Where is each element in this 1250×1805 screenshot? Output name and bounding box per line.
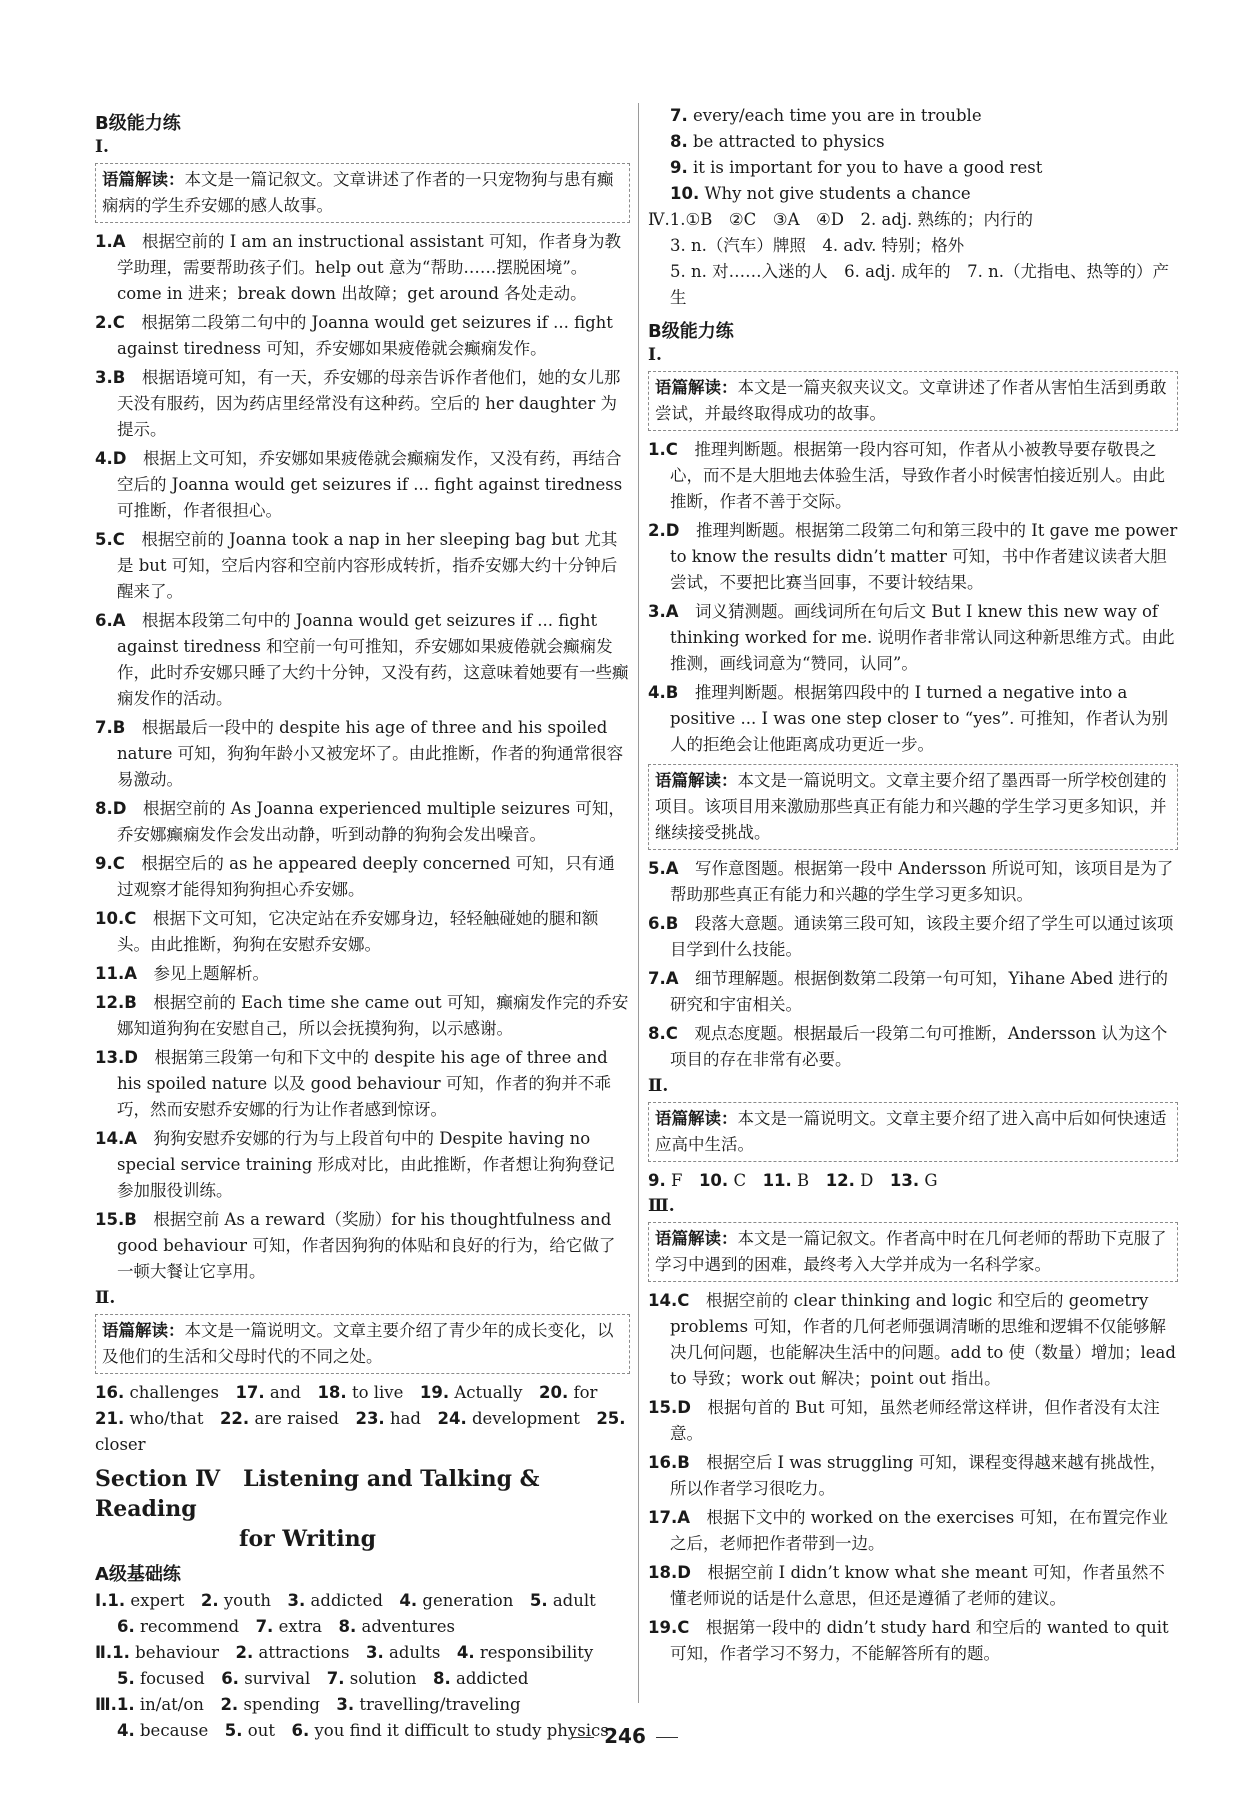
answer-number: 12. xyxy=(825,1171,855,1190)
answer-number: 6.A xyxy=(95,611,126,630)
passage-summary-label: 语篇解读： xyxy=(655,771,738,790)
answer-item xyxy=(95,1045,630,1123)
answer-row xyxy=(648,155,1178,181)
answer-explanation: 推理判断题。根据第二段第二句和第三段中的 It gave me power to know the results didn’t matter 可知，书中作者建议读者大胆尝试，不要把比赛当回事，不要计较结果。 xyxy=(670,521,1178,592)
answer-list xyxy=(648,856,1178,1073)
answer-value: travelling/traveling xyxy=(359,1695,521,1714)
answer-number: 24. xyxy=(437,1409,467,1428)
answer-number: 25. xyxy=(596,1409,626,1428)
answer-number: 6. xyxy=(221,1669,239,1688)
answer-row xyxy=(95,1406,630,1458)
answer-explanation: 根据下文中的 worked on the exercises 可知，在布置完作业之后，老师把作者带到一边。 xyxy=(670,1508,1169,1553)
answer-value: C xyxy=(733,1171,747,1190)
vocab-row xyxy=(95,1692,630,1718)
answer-explanation: 根据第一段中的 didn’t study hard 和空后的 wanted to quit 可知，作者学习不努力，不能解答所有的题。 xyxy=(670,1618,1169,1663)
answer-explanation: 根据本段第二句中的 Joanna would get seizures if ... fight against tiredness 和空前一句可推知，乔安娜如果疲倦就会癫痫发作，此时乔安娜只睡了大约十分钟，又没有药，这意味着她要有一些癫痫发作的活动。 xyxy=(117,611,629,708)
part-roman: Ⅱ. xyxy=(95,1643,113,1662)
vocab-row xyxy=(95,1666,630,1692)
answer-item xyxy=(648,1395,1178,1447)
answer-explanation: 根据第三段第一句和下文中的 despite his age of three and his spoiled nature 以及 good behaviour 可知，作者的狗并不乖巧，然而安慰乔安娜的行为让作者感到惊讶。 xyxy=(117,1048,611,1119)
passage-summary-box xyxy=(95,1314,630,1374)
answer-explanation: 根据空前的 Each time she came out 可知，癫痫发作完的乔安娜知道狗狗在安慰自己，所以会抚摸狗狗，以示感谢。 xyxy=(117,993,629,1038)
answer-value: be attracted to physics xyxy=(693,132,885,151)
answer-item xyxy=(95,446,630,524)
answer-number: 13.D xyxy=(95,1048,138,1067)
answer-item xyxy=(648,1450,1178,1502)
answer-item xyxy=(648,1615,1178,1667)
answer-explanation: 根据语境可知，有一天，乔安娜的母亲告诉作者他们，她的女儿那天没有服药，因为药店里经常没有这种药。空后的 her daughter 为提示。 xyxy=(117,368,621,439)
answer-item xyxy=(95,1126,630,1204)
answer-number: 2.C xyxy=(95,313,125,332)
answer-explanation: 根据空后 I was struggling 可知，课程变得越来越有挑战性，所以作者学习很吃力。 xyxy=(670,1453,1167,1498)
answer-value: solution xyxy=(349,1669,417,1688)
answer-item xyxy=(95,1207,630,1285)
answer-number: 5.A xyxy=(648,859,679,878)
answer-explanation: 细节理解题。根据倒数第二段第一句可知，Yihane Abed 进行的研究和宇宙相关。 xyxy=(670,969,1169,1014)
answer-number: 8. xyxy=(433,1669,451,1688)
section-heading xyxy=(95,1464,630,1554)
answer-explanation: 写作意图题。根据第一段中 Andersson 所说可知，该项目是为了帮助那些真正有能力和兴趣的学生学习更多知识。 xyxy=(670,859,1174,904)
answer-number: 8. xyxy=(670,132,688,151)
passage-summary-box xyxy=(95,163,630,223)
answer-number: 17.A xyxy=(648,1508,690,1527)
answer-number: 3. xyxy=(336,1695,355,1714)
answer-value: Why not give students a chance xyxy=(704,184,971,203)
answer-value: adventures xyxy=(361,1617,456,1636)
passage-summary-text: 本文是一篇记叙文。作者高中时在几何老师的帮助下克服了学习中遇到的困难，最终考入大学并成为一名科学家。 xyxy=(655,1229,1167,1274)
answer-number: 17. xyxy=(235,1383,265,1402)
answer-explanation: 根据空前 I didn’t know what she meant 可知，作者虽然不懂老师说的话是什么意思，但还是遵循了老师的建议。 xyxy=(670,1563,1165,1608)
answer-number: 8.C xyxy=(648,1024,678,1043)
answer-row xyxy=(95,1380,630,1406)
heading-level-b: B级能力练 xyxy=(648,321,734,342)
answer-explanation: 根据空前的 As Joanna experienced multiple seizures 可知，乔安娜癫痫发作会发出动静，听到动静的狗狗会发出噪音。 xyxy=(117,799,625,844)
answer-number: 9.C xyxy=(95,854,125,873)
answer-item xyxy=(648,680,1178,758)
part-iv-line: Ⅳ.1.①B ②C ③A ④D 2. adj. 熟练的；内行的 xyxy=(648,210,1034,229)
answer-number: 3. xyxy=(287,1591,306,1610)
answer-number: 16.B xyxy=(648,1453,690,1472)
answer-item xyxy=(648,1560,1178,1612)
answer-value: you find it difficult to study physics xyxy=(314,1721,609,1740)
answer-value: focused xyxy=(140,1669,205,1688)
answer-value: in/at/on xyxy=(139,1695,204,1714)
answer-item xyxy=(95,906,630,958)
answer-number: 12.B xyxy=(95,993,137,1012)
answer-value: B xyxy=(797,1171,810,1190)
answer-value: who/that xyxy=(129,1409,204,1428)
answer-row xyxy=(648,129,1178,155)
answer-number: 16. xyxy=(95,1383,125,1402)
answer-number: 8.D xyxy=(95,799,127,818)
answer-value: D xyxy=(860,1171,874,1190)
answer-explanation: 根据句首的 But 可知，虽然老师经常这样讲，但作者没有太注意。 xyxy=(670,1398,1160,1443)
answer-explanation: 狗狗安慰乔安娜的行为与上段首句中的 Despite having no special service training 形成对比，由此推断，作者想让狗狗登记参加服役训练。 xyxy=(117,1129,615,1200)
part-roman-1: Ⅰ. xyxy=(648,345,662,365)
part-roman: Ⅰ. xyxy=(95,1591,108,1610)
answer-number: 6. xyxy=(117,1617,135,1636)
answer-number: 2.D xyxy=(648,521,680,540)
answer-row xyxy=(648,1168,1178,1194)
answer-value: responsibility xyxy=(479,1643,594,1662)
part-roman: Ⅲ. xyxy=(95,1695,117,1714)
answer-value: extra xyxy=(278,1617,323,1636)
answer-number: 2. xyxy=(220,1695,239,1714)
answer-number: 2. xyxy=(235,1643,254,1662)
answer-item xyxy=(95,365,630,443)
answer-value: Actually xyxy=(454,1383,523,1402)
answer-number: 13. xyxy=(889,1171,920,1190)
answer-number: 15.D xyxy=(648,1398,691,1417)
answer-explanation: 根据空前 As a reward（奖励）for his thoughtfulness and good behaviour 可知，作者因狗狗的体贴和良好的行为，给它做了一顿大餐让它享用。 xyxy=(117,1210,616,1281)
answer-grid xyxy=(648,1168,1178,1194)
answer-number: 11.A xyxy=(95,964,137,983)
answer-number: 10.C xyxy=(95,909,137,928)
part-iv-line: 5. n. 对……入迷的人 6. adj. 成年的 7. n.（尤指电、热等的）产生 xyxy=(670,262,1169,307)
answer-number: 6.B xyxy=(648,914,679,933)
answer-number: 9. xyxy=(648,1171,666,1190)
answer-value: for xyxy=(573,1383,598,1402)
section-label: Section Ⅳ xyxy=(95,1466,221,1492)
answer-item xyxy=(95,527,630,605)
answer-number: 7. xyxy=(670,106,688,125)
answer-item xyxy=(648,1021,1178,1073)
answer-value: adult xyxy=(552,1591,596,1610)
answer-value: behaviour xyxy=(135,1643,219,1662)
answer-explanation: 根据空前的 I am an instructional assistant 可知，作者身为教学助理，需要帮助孩子们。help out 意为“帮助……摆脱困境”。come in 进来；break down 出故障；get around 各处走动。 xyxy=(117,232,622,303)
passage-summary-box xyxy=(648,764,1178,850)
answer-explanation: 根据空前的 clear thinking and logic 和空后的 geometry problems 可知，作者的几何老师强调清晰的思维和逻辑不仅能够解决几何问题，也能解决生活中的问题。add to 使（数量）增加；lead to 导致；work out 解决；point out 指出。 xyxy=(670,1291,1176,1388)
passage-summary-text: 本文是一篇说明文。文章主要介绍了墨西哥一所学校创建的项目。该项目用来激励那些真正有能力和兴趣的学生学习更多知识，并继续接受挑战。 xyxy=(655,771,1167,842)
answer-number: 18. xyxy=(317,1383,347,1402)
answer-item xyxy=(648,966,1178,1018)
answer-value: generation xyxy=(422,1591,514,1610)
answer-number: 7.A xyxy=(648,969,679,988)
answer-value: it is important for you to have a good rest xyxy=(693,158,1043,177)
heading-level-b: B级能力练 xyxy=(95,113,181,134)
passage-summary-label: 语篇解读： xyxy=(655,378,738,397)
answer-number: 10. xyxy=(698,1171,729,1190)
answer-explanation: 根据最后一段中的 despite his age of three and his spoiled nature 可知，狗狗年龄小又被宠坏了。由此推断，作者的狗通常很容易激动。 xyxy=(117,718,624,789)
column-divider xyxy=(638,103,639,1703)
page-number: 246 xyxy=(0,1724,1250,1748)
answer-grid xyxy=(95,1380,630,1458)
answer-value: youth xyxy=(223,1591,271,1610)
answer-number: 21. xyxy=(95,1409,125,1428)
answer-number: 20. xyxy=(539,1383,569,1402)
answer-explanation: 根据下文可知，它决定站在乔安娜身边，轻轻触碰她的腿和额头。由此推断，狗狗在安慰乔安娜。 xyxy=(117,909,599,954)
passage-summary-label: 语篇解读： xyxy=(655,1109,738,1128)
answer-value: survival xyxy=(244,1669,311,1688)
answer-number: 10. xyxy=(670,184,700,203)
answer-value: attractions xyxy=(258,1643,350,1662)
answer-number: 14.A xyxy=(95,1129,137,1148)
vocab-row xyxy=(95,1614,630,1640)
answer-item xyxy=(95,990,630,1042)
answer-value: adults xyxy=(388,1643,441,1662)
answer-number: 15.B xyxy=(95,1210,137,1229)
answer-number: 3.A xyxy=(648,602,679,621)
answer-row xyxy=(648,181,1178,207)
answer-row xyxy=(648,103,1178,129)
answer-number: 4. xyxy=(117,1721,135,1740)
vocab-answers xyxy=(95,1588,630,1744)
part-roman-2: Ⅱ. xyxy=(95,1288,116,1308)
answer-value: are raised xyxy=(254,1409,339,1428)
answer-number: 1.C xyxy=(648,440,678,459)
answer-explanation: 根据第二段第二句中的 Joanna would get seizures if ... fight against tiredness 可知，乔安娜如果疲倦就会癫痫发作。 xyxy=(117,313,613,358)
answer-explanation: 推理判断题。根据第四段中的 I turned a negative into a positive ... I was one step closer to “yes”. 可推知，作者认为别人的拒绝会让他距离成功更近一步。 xyxy=(670,683,1169,754)
answer-number: 14.C xyxy=(648,1291,690,1310)
answer-item xyxy=(648,1505,1178,1557)
answer-item xyxy=(648,911,1178,963)
answer-value: spending xyxy=(243,1695,320,1714)
part-roman-1: Ⅰ. xyxy=(95,137,109,157)
answer-number: 5. xyxy=(529,1591,548,1610)
answer-item xyxy=(648,518,1178,596)
answer-number: 1. xyxy=(116,1695,135,1714)
answer-number: 6. xyxy=(291,1721,310,1740)
answer-number: 3.B xyxy=(95,368,126,387)
answer-number: 18.D xyxy=(648,1563,691,1582)
answer-number: 4.D xyxy=(95,449,127,468)
section-title-line-1: Listening and Talking & Reading xyxy=(95,1466,540,1522)
answer-number: 8. xyxy=(338,1617,357,1636)
answer-item xyxy=(648,1288,1178,1392)
passage-summary-text: 本文是一篇说明文。文章主要介绍了青少年的成长变化，以及他们的生活和父母时代的不同之处。 xyxy=(102,1321,614,1366)
answer-item xyxy=(95,229,630,307)
answer-value: recommend xyxy=(140,1617,240,1636)
answer-value: F xyxy=(671,1171,683,1190)
answer-number: 5. xyxy=(117,1669,135,1688)
passage-summary-box xyxy=(648,1102,1178,1162)
answer-item xyxy=(95,796,630,848)
answer-value: every/each time you are in trouble xyxy=(693,106,982,125)
answer-list xyxy=(95,229,630,1285)
answer-explanation: 推理判断题。根据第一段内容可知，作者从小被教导要存敬畏之心，而不是大胆地去体验生活，导致作者小时候害怕接近别人。由此推断，作者不善于交际。 xyxy=(670,440,1165,511)
answer-number: 7. xyxy=(255,1617,274,1636)
answer-explanation: 根据上文可知，乔安娜如果疲倦就会癫痫发作，又没有药，再结合空后的 Joanna would get seizures if ... fight against tiredness 可推断，作者很担心。 xyxy=(117,449,623,520)
answer-explanation: 词义猜测题。画线词所在句后文 But I knew this new way of thinking worked for me. 说明作者非常认同这种新思维方式。由此推测，画线词意为“赞同，认同”。 xyxy=(670,602,1175,673)
answer-value: out xyxy=(247,1721,275,1740)
passage-summary-text: 本文是一篇说明文。文章主要介绍了进入高中后如何快速适应高中生活。 xyxy=(655,1109,1167,1154)
answer-number: 11. xyxy=(762,1171,792,1190)
answer-item xyxy=(95,608,630,712)
part-iv-line: 3. n.（汽车）牌照 4. adv. 特别；格外 xyxy=(670,236,965,255)
answer-number: 1. xyxy=(107,1591,126,1610)
answer-item xyxy=(648,437,1178,515)
answer-value: expert xyxy=(130,1591,185,1610)
heading-level-a: A级基础练 xyxy=(95,1564,181,1585)
answer-explanation: 观点态度题。根据最后一段第二句可推断，Andersson 认为这个项目的存在非常有必要。 xyxy=(670,1024,1168,1069)
answer-number: 19.C xyxy=(648,1618,690,1637)
answer-value: addicted xyxy=(310,1591,383,1610)
passage-summary-label: 语篇解读： xyxy=(655,1229,738,1248)
passage-summary-text: 本文是一篇记叙文。文章讲述了作者的一只宠物狗与患有癫痫病的学生乔安娜的感人故事。 xyxy=(102,170,614,215)
vocab-row xyxy=(95,1588,630,1614)
answer-number: 4.B xyxy=(648,683,679,702)
answer-number: 3. xyxy=(365,1643,384,1662)
answer-value: had xyxy=(389,1409,421,1428)
answer-value: and xyxy=(269,1383,301,1402)
answer-item xyxy=(95,310,630,362)
passage-summary-box xyxy=(648,371,1178,431)
answer-number: 2. xyxy=(200,1591,219,1610)
answer-list xyxy=(648,1288,1178,1667)
answer-item xyxy=(648,856,1178,908)
answer-value: because xyxy=(140,1721,209,1740)
vocab-row xyxy=(95,1640,630,1666)
answer-value: addicted xyxy=(456,1669,529,1688)
passage-summary-label: 语篇解读： xyxy=(102,1321,185,1340)
passage-summary-label: 语篇解读： xyxy=(102,170,185,189)
part-roman-3: Ⅲ. xyxy=(648,1196,675,1216)
answer-value: to live xyxy=(351,1383,404,1402)
answer-item xyxy=(95,851,630,903)
answer-value: challenges xyxy=(129,1383,219,1402)
answer-number: 9. xyxy=(670,158,688,177)
answer-item xyxy=(648,599,1178,677)
answer-number: 22. xyxy=(219,1409,250,1428)
continued-answers xyxy=(648,103,1178,207)
answer-number: 4. xyxy=(399,1591,418,1610)
section-title-line-2: for Writing xyxy=(239,1526,376,1552)
answer-number: 5. xyxy=(224,1721,243,1740)
answer-value: development xyxy=(471,1409,580,1428)
answer-explanation: 根据空前的 Joanna took a nap in her sleeping bag but 尤其是 but 可知，空后内容和空前内容形成转折，指乔安娜大约十分钟后醒来了。 xyxy=(117,530,618,601)
answer-item xyxy=(95,961,630,987)
answer-explanation: 段落大意题。通读第三段可知，该段主要介绍了学生可以通过该项目学到什么技能。 xyxy=(670,914,1174,959)
answer-number: 7. xyxy=(326,1669,345,1688)
answer-item xyxy=(95,715,630,793)
answer-explanation: 参见上题解析。 xyxy=(153,964,269,983)
answer-number: 5.C xyxy=(95,530,125,549)
answer-value: G xyxy=(924,1171,938,1190)
right-column xyxy=(648,103,1178,1670)
answer-number: 7.B xyxy=(95,718,126,737)
answer-number: 1. xyxy=(112,1643,130,1662)
answer-value: closer xyxy=(95,1435,146,1454)
answer-list xyxy=(648,437,1178,758)
answer-explanation: 根据空后的 as he appeared deeply concerned 可知，只有通过观察才能得知狗狗担心乔安娜。 xyxy=(117,854,615,899)
passage-summary-box xyxy=(648,1222,1178,1282)
left-column xyxy=(95,103,630,1744)
answer-number: 1.A xyxy=(95,232,126,251)
answer-number: 19. xyxy=(419,1383,450,1402)
part-roman-2: Ⅱ. xyxy=(648,1076,669,1096)
passage-summary-text: 本文是一篇夹叙夹议文。文章讲述了作者从害怕生活到勇敢尝试，并最终取得成功的故事。 xyxy=(655,378,1167,423)
answer-number: 23. xyxy=(355,1409,385,1428)
answer-number: 4. xyxy=(456,1643,475,1662)
